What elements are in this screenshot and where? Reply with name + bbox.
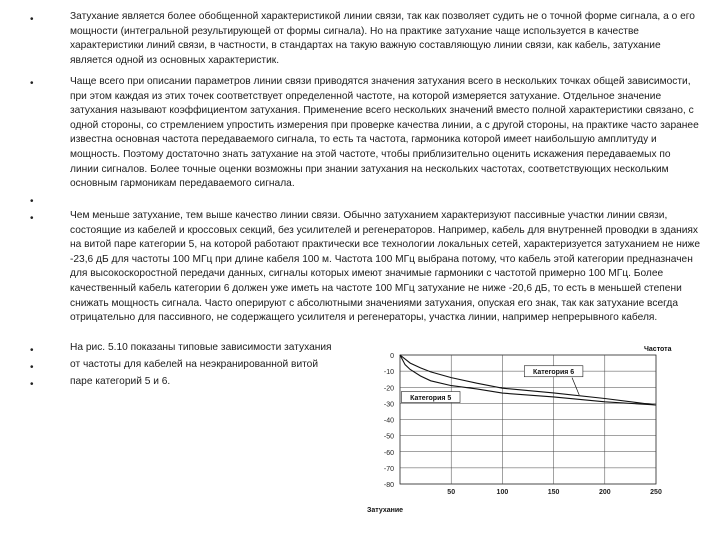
x-tick-label: 250 (650, 489, 662, 496)
y-tick-label: -20 (383, 385, 394, 393)
y-tick-label: -70 (383, 465, 394, 473)
paragraph-attenuation-intro: Затухание является более обобщенной характеристикой линии связи, так как позволяет судить не о точной форме сигнала, а о его мощности (интегральной результирующей от формы сигнала). Но на практике затухание чаще используется в качестве характеристики линий связи, в частности, в стандартах на такую важную составляющую линии связи, как кабель, затухание является одной из основных характеристик. (70, 11, 695, 66)
paragraph-attenuation-quality: Чем меньше затухание, тем выше качество линии связи. Обычно затуханием характеризуют пассивные участки линии связи, состоящие из кабелей и кроссовых секций, без усилителей и регенераторов. Например, кабель для внутренней проводки в зданиях на витой паре категории 5, на которой работают практически все технологии локальных сетей, характеризуется затуханием не ниже -23,6 дБ для частоты 100 МГц при длине кабеля 100 м. Частота 100 МГц выбрана потому, что кабель этой категории предназначен для высокоскоростной передачи данных, сигналы которых имеют значимые гармоники с частотой примерно 100 МГц. Более качественный кабель категории 6 должен уже иметь на частоте 100 МГц затухание не ниже -20,6 дБ, то есть в меньшей степени снижать мощность сигнала. Часто оперируют с абсолютными значениями затухания, опуская его знак, так как затухание всегда отрицательно для пассивного, не содержащего усилителя и регенераторы, участка линии, например непрерывного кабеля. (70, 210, 700, 324)
paragraph-figure-ref-line-2: от частоты для кабелей на неэкранированной витой (70, 359, 319, 370)
series-label-category-5: Категория 5 (410, 395, 452, 403)
x-tick-label: 100 (496, 489, 509, 496)
y-tick-label: -30 (383, 401, 394, 409)
x-tick-label: 200 (598, 489, 611, 496)
bullet-5: • (30, 345, 34, 356)
series-label-category-6-group (524, 366, 583, 377)
paragraph-attenuation-points: Чаще всего при описании параметров линии связи приводятся значения затухания всего в нескольких точках общей зависимости, при этом каждая из этих точек соответствует определенной частоте, на которой измеряется затухание. Отдельное значение затухания называют коэффициентом затухания. Применение всего нескольких значений вместо полной характеристики связано, с одной стороны, со стремлением упростить измерения при проверке качества линии, а с другой стороны, на практике часто заранее известна основная частота передаваемого сигнала, то есть та частота, гармоника которой имеет наибольшую амплитуду и мощность. Поэтому достаточно знать затухание на этой частоте, чтобы приблизительно оценить искажения передаваемых по линии сигналов. Более точные оценки возможны при знании затухания на нескольких частотах, соответствующих нескольким основным гармоникам передаваемого сигнала. (70, 76, 699, 190)
bullet-2: • (30, 78, 34, 89)
y-tick-label: -10 (383, 369, 394, 377)
x-tick-label: 50 (447, 489, 456, 496)
x-tick-label: 150 (547, 489, 560, 496)
y-tick-label: 0 (390, 353, 394, 360)
y-axis-label: Затухание (367, 507, 404, 514)
paragraph-figure-ref-line-1: На рис. 5.10 показаны типовые зависимости затухания (70, 342, 332, 353)
y-tick-label: -40 (383, 417, 394, 425)
series-label-category-6: Категория 6 (533, 369, 575, 377)
paragraph-figure-ref-line-3: паре категорий 5 и 6. (70, 376, 171, 387)
series-6-leader-line (572, 378, 579, 395)
y-tick-label: -50 (383, 433, 394, 441)
y-tick-label: -80 (383, 482, 394, 489)
bullet-1: • (30, 14, 34, 25)
bullet-7: • (30, 379, 34, 390)
bullet-4: • (30, 213, 34, 224)
attenuation-chart (345, 340, 672, 520)
y-tick-label: -60 (383, 449, 394, 457)
bullet-6: • (30, 362, 34, 373)
bullet-3: • (30, 196, 34, 207)
x-axis-label: Частота (644, 346, 672, 353)
series-label-category-5-group (401, 392, 460, 403)
